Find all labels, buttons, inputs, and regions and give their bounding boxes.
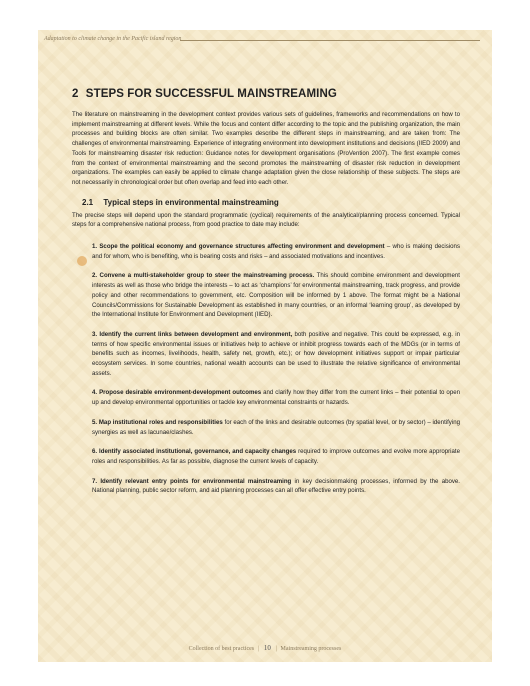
page-number: 10 <box>263 644 271 652</box>
subsection-title: Typical steps in environmental mainstreaming <box>103 197 279 207</box>
lead-paragraph: The precise steps will depend upon the standard programmatic (cyclical) requirements of the analytical/planning process concerned. Typical steps for a comprehensive national process, from good practice to date may include: <box>72 211 460 229</box>
step-heading: 4. Propose desirable environment-development outcomes <box>92 389 262 397</box>
step-heading: 6. Identify associated institutional, governance, and capacity changes <box>92 448 297 456</box>
step-text: both positive and negative. This could be expressed, e.g. in terms of how specific environmental issues or initiatives help to achieve or inhibit progress towards each of the MDGs (or in terms of benefits such as incomes, livelihoods, health, safety net, growth, etc.); or how development initiatives support or impair particular ecosystem services. In some countries, national wealth accounts can be used to illustrate the relative significance of environmental assets. <box>92 330 460 377</box>
step-item <box>92 418 460 437</box>
section-title: STEPS FOR SUCCESSFUL MAINSTREAMING <box>85 88 337 100</box>
step-text: – who is making decisions and for whom, who is benefiting, who is bearing costs and risks – and associated motivations and incentives. <box>92 243 460 260</box>
page-footer <box>0 644 530 652</box>
subsection-number: 2.1 <box>82 197 94 207</box>
step-heading: 2. Convene a multi-stakeholder group to steer the mainstreaming process. <box>92 272 315 280</box>
step-text: for each of the links and desirable outcomes (by spatial level, or by sector) – identifying synergies as well as lacunae/clashes. <box>92 418 460 436</box>
step-text: required to improve outcomes and evolve more appropriate roles and responsibilities. As far as possible, diagnose the current levels of capacity. <box>92 448 460 465</box>
step-item <box>92 242 460 261</box>
footer-divider: | <box>275 646 278 652</box>
main-content <box>72 88 460 506</box>
step-heading: 3. Identify the current links between development and environment, <box>92 330 293 338</box>
step-text: This should combine environment and development interests as well as those who bridge the interests – to act as ‘champions’ for environmental mainstreaming, track progress, and provide policy and other recommendations to government, etc. Composition will be informed by 1 above. The format might be a National Councils/Commissions for Sustainable Development as established in many countries, or an informal ‘learning group’, as developed by the International Institute for Environment and Development (IIED). <box>92 272 460 319</box>
step-item <box>92 447 460 466</box>
step-item <box>92 330 460 379</box>
intro-paragraph: The literature on mainstreaming in the development context provides various sets of guidelines, frameworks and recommendations on how to implement mainstreaming at different levels. While the focus and content differ according to the topic and the publishing organization, the main processes and building blocks are often similar. Two examples describe the different steps in mainstreaming, and are taken from: The challenges of environmental mainstreaming. Experience of integrating environment into development institutions and decisions (IIED 2009) and Tools for mainstreaming disaster risk reduction: Guidance notes for development organisations (ProVention 2007). The first example comes from the context of environmental mainstreaming and the second promotes the mainstreaming of disaster risk reduction in development organizations. The examples can easily be applied to climate change adaptation given the close relationship of these subjects. The steps are not necessarily in chronological order but often overlap and feed into each other. <box>72 111 460 186</box>
step-text: and clarify how they differ from the current links – their potential to open up and develop environmental opportunities or tackle key environmental constraints or hazards. <box>92 389 460 407</box>
step-heading: 7. Identify relevant entry points for environmental mainstreaming <box>92 477 292 485</box>
step-item <box>92 477 460 496</box>
step-text: in key decisionmaking processes, informed by the above. National planning, public sector reform, and aid planning processes can all offer effective entry points. <box>92 477 460 495</box>
header-rule <box>180 40 480 41</box>
running-header: Adaptation to climate change in the Pacific island region <box>44 36 182 42</box>
footer-divider: | <box>257 646 259 652</box>
step-heading: 1. Scope the political economy and governance structures affecting environment and development <box>92 243 385 251</box>
section-heading <box>72 88 460 100</box>
footer-right-text: Mainstreaming processes <box>280 646 342 652</box>
section-number: 2 <box>72 88 79 100</box>
step-heading: 5. Map institutional roles and responsibilities <box>92 418 223 426</box>
step-item <box>92 388 460 407</box>
subsection-heading <box>82 198 460 207</box>
step-item <box>92 271 460 320</box>
footer-left-text: Collection of best practices <box>188 646 255 652</box>
